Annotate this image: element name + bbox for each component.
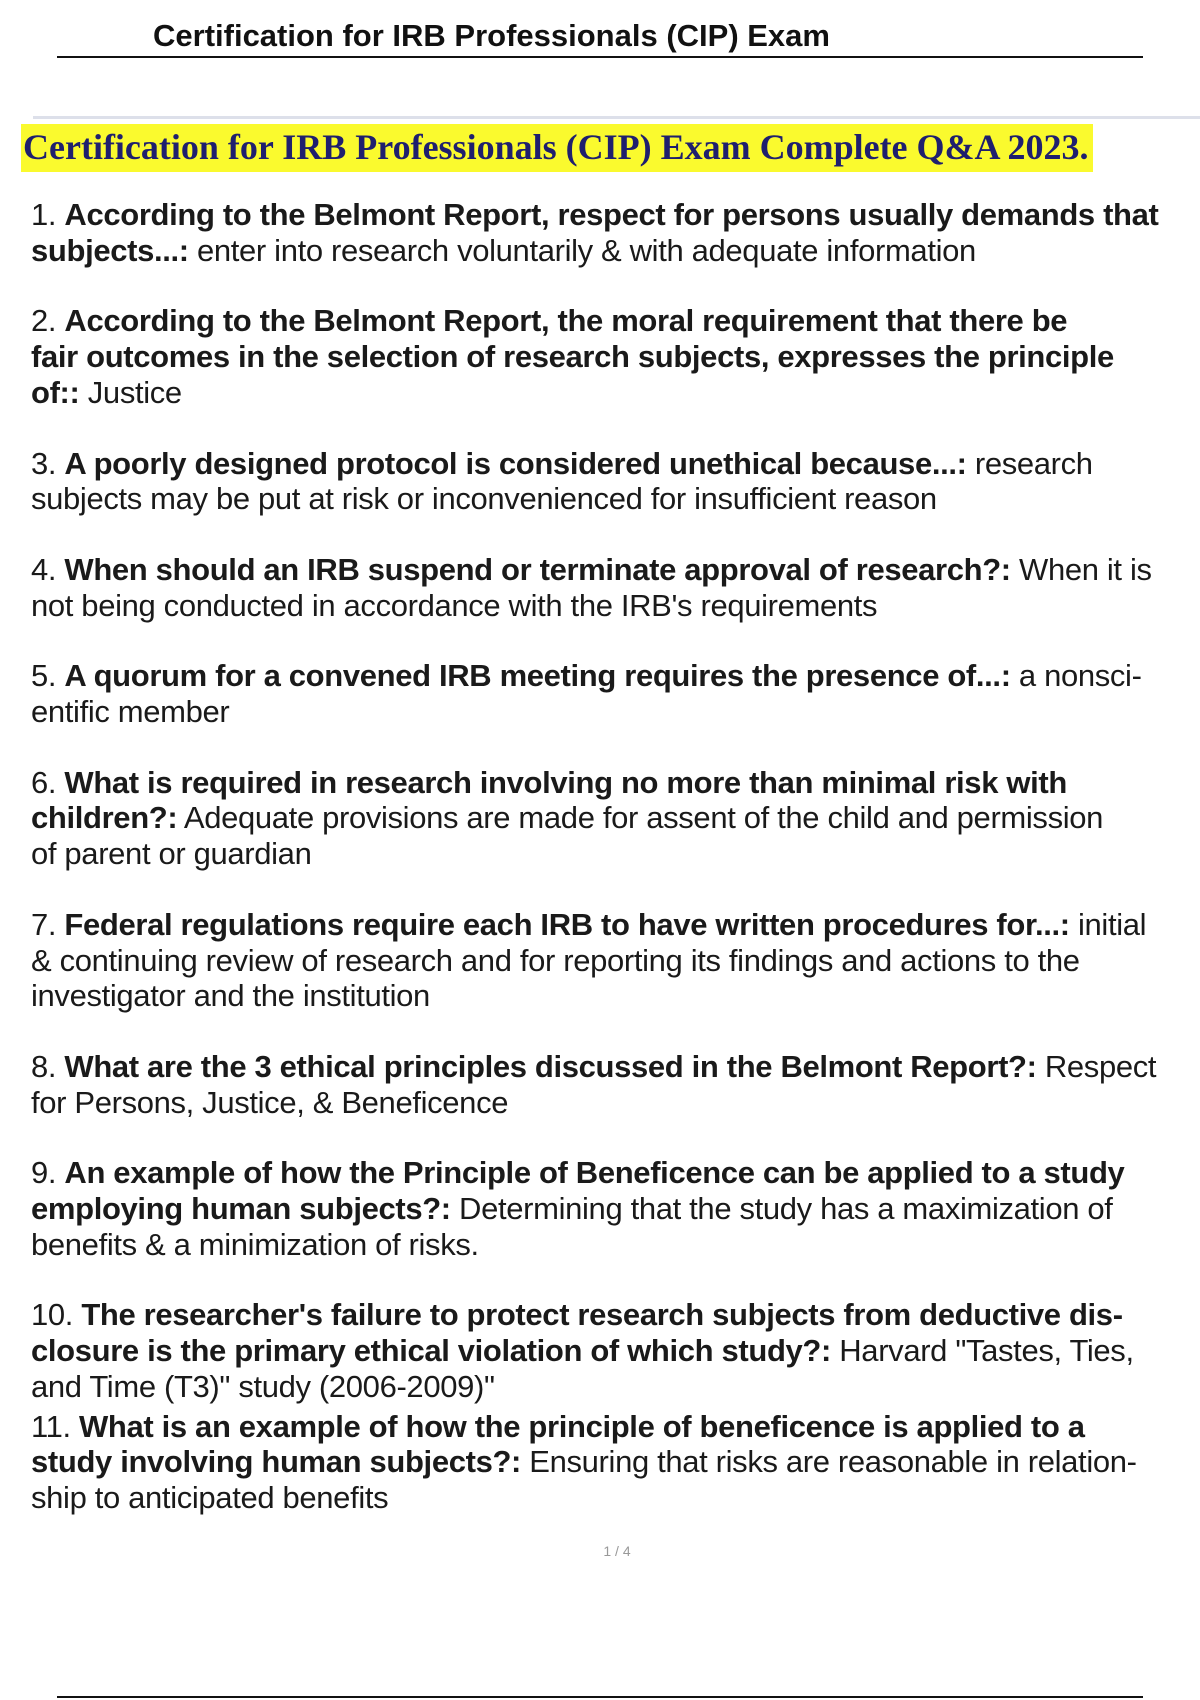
- question-text: employing human subjects?:: [31, 1191, 451, 1227]
- qa-number: 5.: [31, 658, 57, 694]
- qa-number: 8.: [31, 1048, 57, 1084]
- qa-number: 1.: [31, 197, 57, 232]
- answer-text: Ensuring that risks are reasonable in relation-: [521, 1444, 1137, 1480]
- answer-text: investigator and the institution: [31, 978, 430, 1014]
- answer-text: and Time (T3)" study (2006-2009)": [31, 1368, 495, 1404]
- header-title: Certification for IRB Professionals (CIP) Exam: [153, 18, 830, 53]
- question-text: A quorum for a convened IRB meeting requires the presence of...:: [64, 658, 1011, 694]
- answer-text: Harvard "Tastes, Ties,: [831, 1333, 1134, 1369]
- answer-text: Justice: [79, 374, 182, 410]
- qa-number: 4.: [31, 551, 57, 587]
- answer-text: benefits & a minimization of risks.: [31, 1226, 479, 1262]
- question-text: subjects...:: [31, 232, 189, 268]
- qa-number: 9.: [31, 1155, 57, 1191]
- question-text: When should an IRB suspend or terminate approval of research?:: [64, 551, 1011, 587]
- answer-text: not being conducted in accordance with the IRB's requirements: [31, 587, 878, 623]
- qa-item-11: [31, 1409, 1200, 1516]
- qa-item-8: [31, 1049, 1200, 1120]
- qa-item-1: [31, 197, 1200, 268]
- title-divider: [33, 116, 1200, 119]
- qa-number: 11.: [31, 1408, 71, 1444]
- question-text: A poorly designed protocol is considered unethical because...:: [64, 445, 967, 481]
- qa-number: 10.: [31, 1297, 74, 1333]
- qa-number: 7.: [31, 906, 57, 942]
- qa-number: 2.: [31, 303, 57, 339]
- qa-item-4: [31, 552, 1200, 623]
- answer-text: Adequate provisions are made for assent of the child and permission: [177, 800, 1104, 836]
- question-text: of::: [31, 374, 80, 410]
- question-text: Federal regulations require each IRB to have written procedures for...:: [64, 906, 1070, 942]
- answer-text: a nonsci-: [1010, 658, 1142, 694]
- answer-text: initial: [1069, 906, 1147, 942]
- page-header: [57, 18, 1143, 58]
- question-text: An example of how the Principle of Beneficence can be applied to a study: [64, 1155, 1125, 1191]
- question-text: What is an example of how the principle of beneficence is applied to a: [79, 1408, 1085, 1444]
- qa-item-7: [31, 907, 1200, 1014]
- answer-text: & continuing review of research and for reporting its findings and actions to the: [31, 942, 1080, 978]
- footer-divider: [57, 1696, 1143, 1698]
- page-number: 1 / 4: [603, 1543, 631, 1559]
- qa-item-9: [31, 1155, 1200, 1262]
- answer-text: subjects may be put at risk or inconvenienced for insufficient reason: [31, 481, 937, 517]
- qa-list: [31, 197, 1200, 1516]
- answer-text: Determining that the study has a maximization of: [450, 1191, 1113, 1227]
- answer-text: When it is: [1010, 551, 1152, 587]
- answer-text: research: [966, 445, 1093, 481]
- question-text: According to the Belmont Report, the moral requirement that there be: [64, 303, 1068, 339]
- answer-text: entific member: [31, 694, 230, 730]
- question-text: What are the 3 ethical principles discussed in the Belmont Report?:: [64, 1048, 1037, 1084]
- question-text: What is required in research involving no more than minimal risk with: [64, 764, 1067, 800]
- answer-text: Respect: [1036, 1048, 1157, 1084]
- qa-number: 3.: [31, 445, 57, 481]
- qa-item-3: [31, 446, 1200, 517]
- question-text: The researcher's failure to protect research subjects from deductive dis-: [81, 1297, 1123, 1333]
- question-text: According to the Belmont Report, respect for persons usually demands that: [64, 197, 1159, 232]
- qa-item-10: [31, 1297, 1200, 1404]
- question-text: study involving human subjects?:: [31, 1444, 522, 1480]
- question-text: children?:: [31, 800, 178, 836]
- answer-text: enter into research voluntarily & with adequate information: [188, 232, 976, 268]
- document-title: Certification for IRB Professionals (CIP) Exam Complete Q&A 2023.: [21, 124, 1093, 172]
- qa-item-2: [31, 303, 1200, 410]
- answer-text: of parent or guardian: [31, 836, 312, 872]
- answer-text: ship to anticipated benefits: [31, 1479, 389, 1515]
- question-text: fair outcomes in the selection of research subjects, expresses the principle: [31, 339, 1114, 375]
- question-text: closure is the primary ethical violation of which study?:: [31, 1333, 831, 1369]
- qa-item-5: [31, 658, 1200, 729]
- qa-number: 6.: [31, 764, 57, 800]
- answer-text: for Persons, Justice, & Beneficence: [31, 1084, 509, 1120]
- qa-item-6: [31, 765, 1200, 872]
